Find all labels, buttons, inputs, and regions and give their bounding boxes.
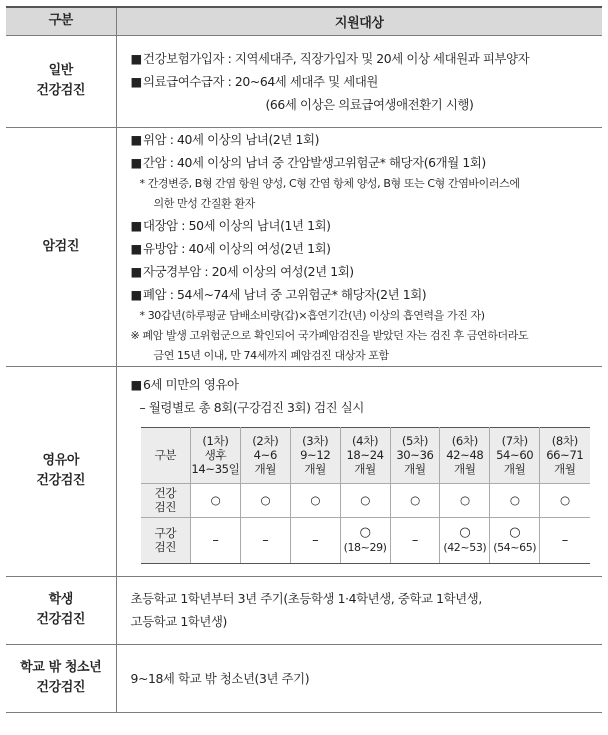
oral-mark-2: – xyxy=(240,517,290,563)
oral-mark-6: ○ (42~53) xyxy=(440,517,490,563)
oral-mark-8: – xyxy=(540,517,590,563)
schedule-col-3: (3차) 9~12 개월 xyxy=(290,427,340,483)
row-infant xyxy=(6,366,602,576)
bullet-icon: ■ xyxy=(130,50,142,66)
student-line-1: 초등학교 1학년부터 3년 주기(초등학생 1·4학년생, 중학교 1학년생, xyxy=(130,591,482,606)
category-general-line1: 일반 xyxy=(48,63,73,78)
cancer-stomach: ■ 위암 : 40세 이상의 남녀(2년 1회) xyxy=(131,128,603,151)
header-target: 지원대상 xyxy=(116,7,602,35)
cancer-liver: ■ 간암 : 40세 이상의 남녀 중 간암발생고위험군* 해당자(6개월 1회) xyxy=(131,151,603,174)
bullet-icon: ■ xyxy=(130,217,142,233)
infant-schedule-table xyxy=(141,427,590,564)
oral-mark-1: – xyxy=(191,517,241,563)
infant-line-2: – 월령별로 총 8회(구강검진 3회) 검진 실시 xyxy=(139,399,364,415)
cancer-liver-note-2: 의한 만성 간질환 환자 xyxy=(153,196,255,210)
category-infant-line2: 건강검진 xyxy=(36,473,86,488)
row-student xyxy=(6,576,602,644)
category-youth-line1: 학교 밖 청소년 xyxy=(20,660,102,675)
schedule-col-7: (7차) 54~60 개월 xyxy=(490,427,540,483)
cancer-liver-note-1: * 간경변증, B형 간염 항원 양성, C형 간염 항체 양성, B형 또는 C형 간염바이러스에 xyxy=(139,176,520,190)
bullet-icon: ■ xyxy=(130,73,142,89)
cancer-lung-note: * 30갑년(하루평균 담배소비량(갑)×흡연기간(년) 이상의 흡연력을 가진 자) xyxy=(139,308,485,322)
health-mark-4: ○ xyxy=(340,483,390,517)
general-line-2: ■ 의료급여수급자 : 20~64세 세대주 및 세대원 xyxy=(131,70,603,93)
cancer-lung-remark-2: 금연 15년 이내, 만 74세까지 폐암검진 대상자 포함 xyxy=(153,348,389,362)
schedule-col-5: (5차) 30~36 개월 xyxy=(390,427,440,483)
row-label-oral: 구강 검진 xyxy=(141,517,191,563)
schedule-col-6: (6차) 42~48 개월 xyxy=(440,427,490,483)
header-category: 구분 xyxy=(6,7,116,35)
health-mark-7: ○ xyxy=(490,483,540,517)
category-student xyxy=(6,576,116,644)
oral-mark-5: – xyxy=(390,517,440,563)
infant-line-1: ■ 6세 미만의 영유아 xyxy=(131,373,603,396)
oral-mark-4: ○ (18~29) xyxy=(340,517,390,563)
bullet-icon: ■ xyxy=(130,263,142,279)
schedule-col-8: (8차) 66~71 개월 xyxy=(540,427,590,483)
infant-content xyxy=(116,366,602,576)
bullet-icon: ■ xyxy=(130,154,142,170)
schedule-col-2: (2차) 4~6 개월 xyxy=(240,427,290,483)
health-mark-1: ○ xyxy=(191,483,241,517)
cancer-content xyxy=(116,127,602,366)
category-general xyxy=(6,35,116,127)
general-note: (66세 이상은 의료급여생애전환기 시행) xyxy=(265,96,474,112)
bullet-icon: ■ xyxy=(130,131,142,147)
row-label-health: 건강 검진 xyxy=(141,483,191,517)
row-youth xyxy=(6,644,602,712)
schedule-corner: 구분 xyxy=(141,427,191,483)
health-mark-8: ○ xyxy=(540,483,590,517)
health-checkup-table xyxy=(6,6,602,713)
category-infant-line1: 영유아 xyxy=(42,453,79,468)
category-youth xyxy=(6,644,116,712)
category-general-line2: 건강검진 xyxy=(36,83,86,98)
category-student-line1: 학생 xyxy=(48,592,73,607)
youth-content xyxy=(116,644,602,712)
category-youth-line2: 건강검진 xyxy=(36,680,86,695)
category-infant xyxy=(6,366,116,576)
cancer-lung-remark-1: ※ 폐암 발생 고위험군으로 확인되어 국가폐암검진을 받았던 자는 검진 후 금연하더라도 xyxy=(130,328,529,342)
bullet-icon: ■ xyxy=(130,240,142,256)
schedule-col-1: (1차) 생후 14~35일 xyxy=(191,427,241,483)
youth-line: 9~18세 학교 밖 청소년(3년 주기) xyxy=(130,670,310,686)
health-mark-5: ○ xyxy=(390,483,440,517)
cancer-colon: ■ 대장암 : 50세 이상의 남녀(1년 1회) xyxy=(131,214,603,237)
category-student-line2: 건강검진 xyxy=(36,612,86,627)
row-general xyxy=(6,35,602,127)
health-mark-6: ○ xyxy=(440,483,490,517)
category-cancer: 암검진 xyxy=(6,127,116,366)
cancer-breast: ■ 유방암 : 40세 이상의 여성(2년 1회) xyxy=(131,237,603,260)
oral-mark-7: ○ (54~65) xyxy=(490,517,540,563)
student-line-2: 고등학교 1학년생) xyxy=(130,614,227,629)
general-content xyxy=(116,35,602,127)
schedule-col-4: (4차) 18~24 개월 xyxy=(340,427,390,483)
student-content xyxy=(116,576,602,644)
row-cancer xyxy=(6,127,602,366)
health-mark-2: ○ xyxy=(240,483,290,517)
cancer-lung: ■ 폐암 : 54세~74세 남녀 중 고위험군* 해당자(2년 1회) xyxy=(131,283,603,306)
cancer-cervix: ■ 자궁경부암 : 20세 이상의 여성(2년 1회) xyxy=(131,260,603,283)
oral-mark-3: – xyxy=(290,517,340,563)
health-mark-3: ○ xyxy=(290,483,340,517)
bullet-icon: ■ xyxy=(130,286,142,302)
general-line-1: ■ 건강보험가입자 : 지역세대주, 직장가입자 및 20세 이상 세대원과 피부양자 xyxy=(131,47,603,70)
bullet-icon: ■ xyxy=(130,376,142,392)
